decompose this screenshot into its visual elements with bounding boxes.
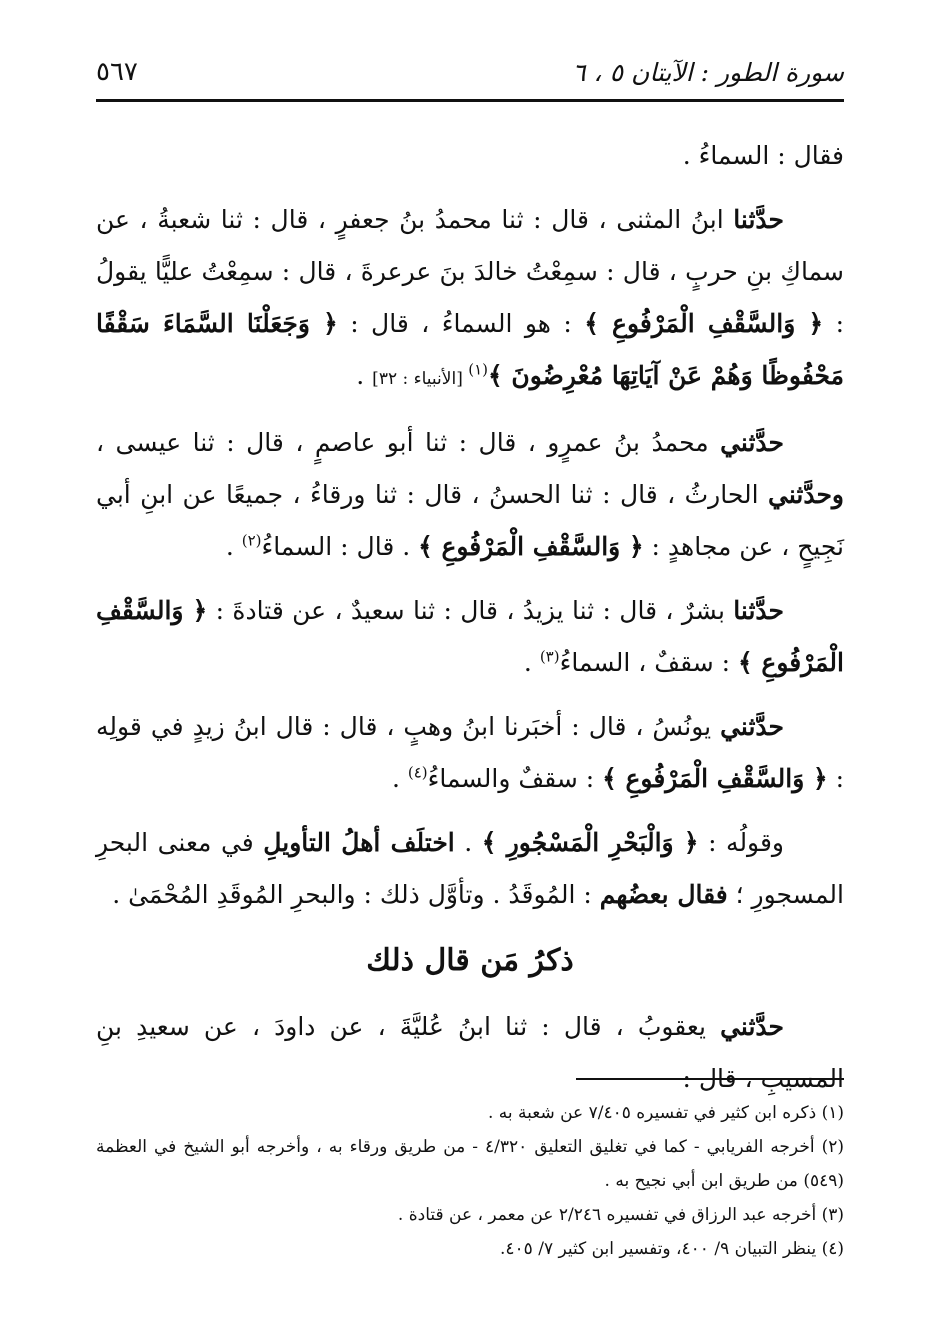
quran-quote: ﴿ وَالْبَحْرِ الْمَسْجُورِ ﴾: [481, 828, 699, 857]
footnote-marker: (٢): [241, 531, 262, 550]
quran-quote: ﴿ وَالسَّقْفِ الْمَرْفُوعِ ﴾: [418, 532, 644, 561]
footnotes: [96, 1096, 844, 1266]
quran-quote: ﴿ وَالسَّقْفِ الْمَرْفُوعِ ﴾: [602, 764, 828, 793]
header-rule: [96, 99, 844, 102]
paragraph-3-text: . قال : السماءُ: [261, 532, 419, 561]
paragraph-2-text: ابنُ المثنى ، قال : ثنا محمدُ بنُ جعفرٍ ، قال : ثنا شعبةُ ، عن سماكِ بنِ حربٍ ، قال : سمِعْتُ خالدَ بنَ عرعرةَ ، قال : سمِعْتُ عليًّا يقولُ :: [96, 205, 844, 338]
paragraph-7-text: يعقوبُ ، قال : ثنا ابنُ عُليَّةَ ، عن داودَ ، عن سعيدِ بنِ المسيبِ ، قال :: [96, 1012, 844, 1093]
paragraph-3-text: الحارثُ ، قال : ثنا الحسنُ ، قال : ثنا ورقاءُ ، جميعًا عن ابنِ أبي نَجِيحٍ ، عن مجاهدٍ :: [96, 480, 844, 561]
paragraph-5-text: يونُسُ ، قال : أخبَرنا ابنُ وهبٍ ، قال : قال ابنُ زيدٍ في قولِه :: [96, 712, 844, 793]
paragraph-2: [96, 194, 844, 405]
paragraph-3: [96, 417, 844, 573]
page-number: ٥٦٧: [96, 57, 138, 87]
footnote-3: (٣) أخرجه عبد الرزاق في تفسيره ٢/٢٤٦ عن معمر ، عن قتادة .: [397, 1205, 844, 1225]
quran-quote: ﴿ وَالسَّقْفِ الْمَرْفُوعِ ﴾: [584, 309, 824, 338]
running-title: سورة الطور : الآيتان ٥ ، ٦: [572, 57, 844, 87]
quran-quote: ﴿ وَجَعَلْنَا السَّمَاءَ سَقْفًا مَحْفُوظًا وَهُمْ عَنْ آيَاتِهَا مُعْرِضُونَ ﴾: [96, 309, 844, 390]
page-header: [96, 50, 844, 94]
footnote-2: (٢) أخرجه الفريابي - كما في تغليق التعليق ٤/٣٢٠ - من طريق ورقاء به ، وأخرجه أبو الشيخ في العظمة (٥٤٩) من طريق ابن أبي نجيح به .: [96, 1137, 844, 1191]
bold-phrase: فقال بعضُهم: [599, 880, 728, 909]
narration-lead: حدَّثني: [720, 712, 784, 741]
paragraph-4-text: : سقفٌ ، السماءُ: [559, 648, 739, 677]
section-title: ذكرُ مَن قال ذلك: [366, 943, 574, 978]
paragraph-3-text: .: [225, 532, 242, 561]
paragraph-6-text: : المُوقَدُ . وتأوَّل ذلك : والبحرِ المُوقَدِ المُحْمَىٰ .: [112, 880, 600, 909]
paragraph-6: [96, 817, 844, 921]
paragraph-5: [96, 701, 844, 805]
paragraph-4-text: بشرٌ ، قال : ثنا يزيدُ ، قال : ثنا سعيدٌ ، عن قتادةَ :: [207, 596, 734, 625]
paragraph-6-text: في معنى البحرِ المسجورِ ؛: [96, 828, 844, 909]
quran-quote: ﴿ وَالسَّقْفِ الْمَرْفُوعِ ﴾: [96, 596, 844, 677]
narration-lead: حدَّثنا: [733, 205, 784, 234]
paragraph-5-text: : سقفٌ والسماءُ: [427, 764, 603, 793]
paragraph-3-text: محمدُ بنُ عمرٍو ، قال : ثنا أبو عاصمٍ ، قال : ثنا عيسى ،: [96, 428, 721, 457]
paragraph-4: [96, 585, 844, 689]
footnote-marker: (٤): [407, 763, 428, 782]
paragraph-2-text: .: [356, 361, 373, 390]
footnote-marker: (٣): [539, 647, 560, 666]
paragraph-5-text: .: [391, 764, 408, 793]
paragraph-4-text: .: [523, 648, 540, 677]
narration-lead: حدَّثنا: [733, 596, 784, 625]
main-text: [96, 130, 844, 1117]
paragraph-6-text: .: [454, 828, 482, 857]
paragraph-2-text: : هو السماءُ ، قال :: [337, 309, 585, 338]
footnote-rule: [576, 1078, 844, 1080]
footnote-1: (١) ذكره ابن كثير في تفسيره ٧/٤٠٥ عن شعبة به .: [487, 1103, 844, 1123]
paragraph-7: [96, 1001, 844, 1105]
paragraph-1: [96, 130, 844, 182]
paragraph-1-text: فقال : السماءُ .: [682, 141, 844, 170]
verse-reference: [الأنبياء : ٣٢]: [372, 369, 469, 389]
narration-lead: حدَّثني: [720, 428, 784, 457]
narration-lead: وحدَّثني: [768, 480, 844, 509]
paragraph-6-text: وقولُه :: [698, 828, 784, 857]
footnote-marker: (١): [468, 360, 489, 379]
footnote-4: (٤) ينظر التبيان ٩/ ٤٠٠، وتفسير ابن كثير ٧/ ٤٠٥.: [499, 1239, 844, 1259]
bold-phrase: اختلَف أهلُ التأويلِ: [263, 828, 455, 857]
narration-lead: حدَّثني: [720, 1012, 784, 1041]
